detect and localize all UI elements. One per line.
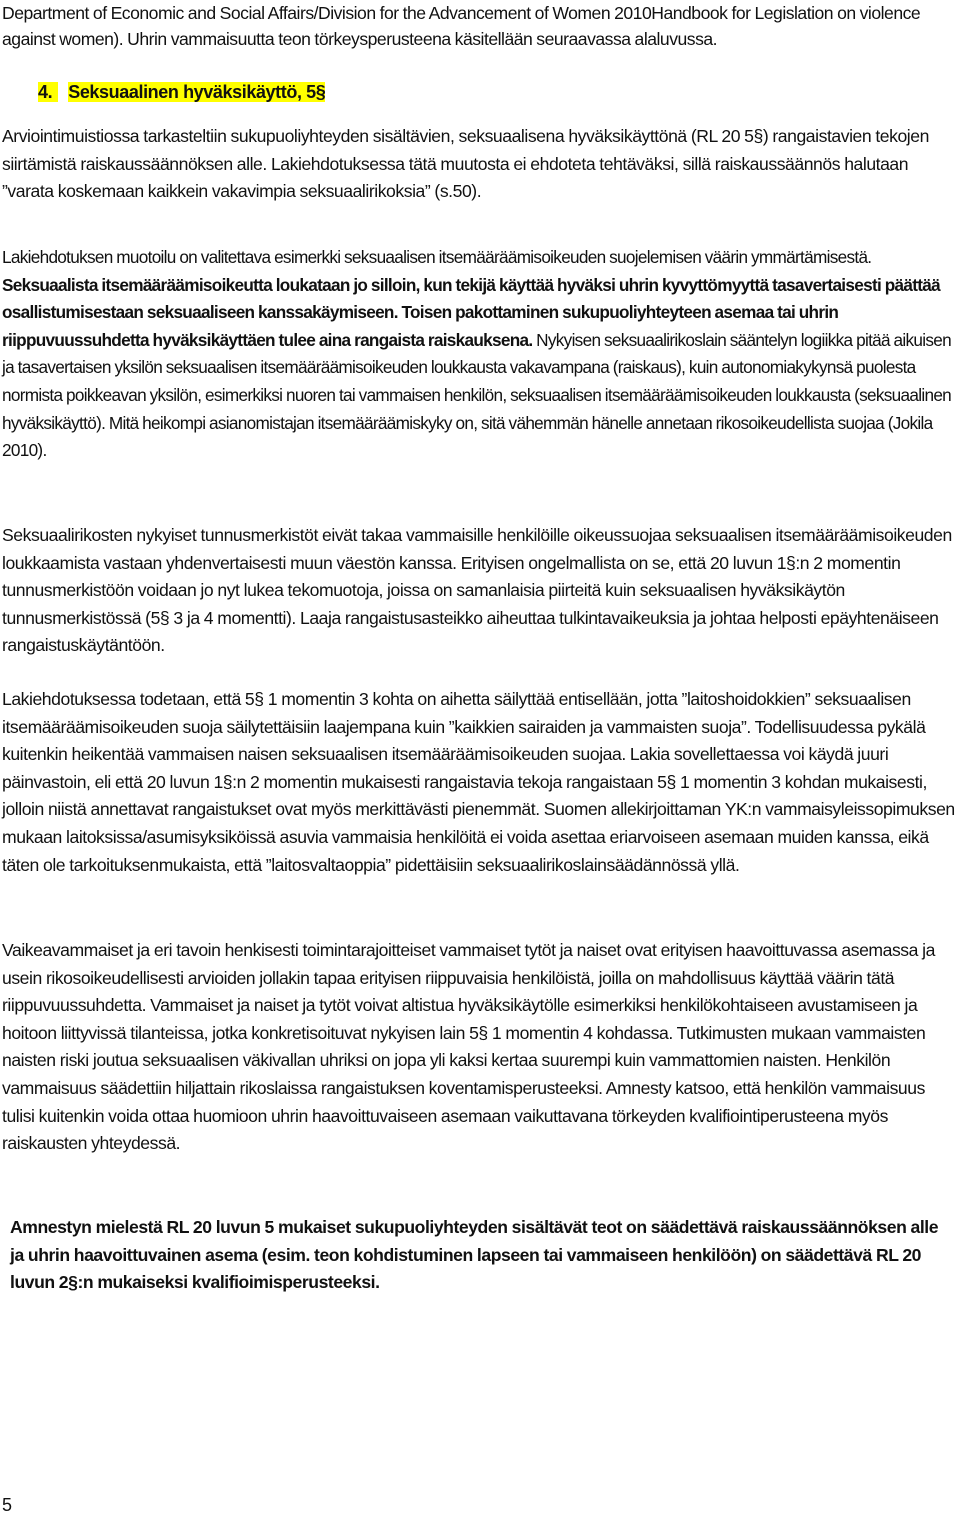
section-heading	[38, 79, 325, 106]
paragraph-institutional: Lakiehdotuksessa todetaan, että 5§ 1 momentin 3 kohta on aihetta säilyttää entisellään, jotta ”laitoshoidokkien” seksuaalisen itsemääräämisoikeuden suoja säilytettäisiin laajempana kuin ”kaikkien sairaiden ja vammaisten suoja”. Todellisuudessa pykälä kuitenkin heikentää vammaisen naisen seksuaalisen itsemääräämisoikeuden suojaa. Lakia sovellettaessa voi käydä juuri päinvastoin, eli että 20 luvun 1§:n 2 momentin mukaisesti rangaistavia tekoja rangaistaan 5§ 1 momentin 3 kohdan mukaisesti, jolloin niistä annettavat rangaistukset ovat myös merkittävästi pienemmät. Suomen allekirjoittaman YK:n vammaisyleissopimuksen mukaan laitoksissa/asumisyksiköissä asuvia vammaisia henkilöitä ei voida asettaa eriarvoiseen asemaan muiden kanssa, eikä täten ole tarkoituksenmukaista, että ”laitosvaltaoppia” pidettäisiin seksuaalirikoslainsäädännössä yllä.	[2, 689, 955, 875]
paragraph-assessment-text: Arviointimuistiossa tarkasteltiin sukupuoliyhteyden sisältävien, seksuaalisena hyväksikäyttönä (RL 20 5§) rangaistavien tekojen siirtämistä raiskaussäännöksen alle. Lakiehdotuksessa tätä muutosta ei ehdoteta tehtäväksi, sillä raiskaussäännös halutaan ”varata koskemaan kaikkein vakavimpia seksuaalirikoksia” (s.50).	[2, 126, 929, 202]
section-title: Seksuaalinen hyväksikäyttö, 5§	[68, 82, 326, 102]
paragraph-formulation-rest: Nykyisen seksuaalirikoslain sääntelyn logiikka pitää aikuisen ja tasavertaisen yksilön seksuaalisen itsemääräämisoikeuden loukkausta vakavampana (raiskaus), kuin autonomiakykynsä puolesta normista poikkeavan yksilön, esimerkiksi nuoren tai vammaisen henkilön, seksuaalisen itsemääräämisoikeuden loukkausta (seksuaalinen hyväksikäyttö). Mitä heikompi asianomistajan itsemääräämiskyky on, sitä vähemmän hänelle annetaan rikosoikeudellista suojaa (Jokila 2010).	[2, 329, 952, 461]
paragraph-vulnerability: Vaikeavammaiset ja eri tavoin henkisesti toimintarajoitteiset vammaiset tytöt ja naiset ovat erityisen haavoittuvassa asemassa ja usein rikosoikeudellisesti arvioiden jollakin tapaa erityisen riippuvaisia henkilöistä, joilla on mahdollisuus käyttää väärin tätä riippuvuussuhdetta. Vammaiset ja naiset ja tytöt voivat altistua hyväksikäytölle esimerkiksi henkilökohtaiseen avustamiseen ja hoitoon liittyvissä tilanteissa, jotka konkretisoituvat nykyisen lain 5§ 1 momentin 4 kohdassa. Tutkimusten mukaan vammaisten naisten riski joutua seksuaalisen väkivallan uhriksi on jopa yli kaksi kertaa suurempi kuin vammattomien naisten. Henkilön vammaisuus säädettiin hiljattain rikoslaissa rangaistuksen koventamisperusteeksi. Amnesty katsoo, että henkilön vammaisuus tulisi kuitenkin voida ottaa huomioon uhrin haavoittuvaiseen asemaan vaikuttavana törkeyden kvalifiointiperusteena myös raiskausten yhteydessä.	[2, 940, 935, 1154]
paragraph-criteria: Seksuaalirikosten nykyiset tunnusmerkistöt eivät takaa vammaisille henkilöille oikeussuojaa seksuaalisen itsemääräämisoikeuden loukkaamista vastaan yhdenvertaisesti muun väestön kanssa. Erityisen ongelmallista on se, että 20 luvun 1§:n 2 momentin tunnusmerkistöön voidaan jo nyt lukea tekomuotoja, joissa on samanlaisia piirteitä kuin seksuaalisen hyväksikäytön tunnusmerkistössä (5§ 3 ja 4 momentti). Laaja rangaistusasteikko aiheuttaa tulkintavaikeuksia ja johtaa helposti epäyhtenäiseen rangaistuskäytäntöön.	[2, 525, 952, 656]
paragraph-formulation-bold: Seksuaalista itsemääräämisoikeutta loukataan jo silloin, kun tekijä käyttää hyväksi uhrin kyvyttömyyttä tasavertaisesti päättää osallistumisestaan seksuaaliseen kanssakäymiseen. Toisen pakottaminen sukupuoliyhteyteen asemaa tai uhrin riippuvuussuhdetta hyväksikäyttäen tulee aina rangaista raiskauksena.	[2, 274, 941, 350]
paragraph-formulation	[2, 244, 956, 465]
paragraph-formulation-text: Lakiehdotuksen muotoilu on valitettava esimerkki seksuaalisen itsemääräämisoikeuden suojelemisen väärin ymmärtämisestä.	[2, 247, 872, 267]
conclusion-statement: Amnestyn mielestä RL 20 luvun 5 mukaiset sukupuoliyhteyden sisältävät teot on säädettävä raiskaussäännöksen alle ja uhrin haavoittuvainen asema (esim. teon kohdistuminen lapseen tai vammaiseen henkilöön) on säädettävä RL 20 luvun 2§:n mukaiseksi kvalifioimisperusteeksi.	[10, 1217, 939, 1293]
page-number: 5	[2, 1495, 13, 1515]
section-number: 4.	[38, 82, 58, 102]
paragraph-assessment	[2, 123, 956, 206]
intro-text: Department of Economic and Social Affairs/Division for the Advancement of Women 2010Handbook for Legislation on violence against women). Uhrin vammaisuutta teon törkeysperusteena käsitellään seuraavassa alaluvussa.	[2, 3, 921, 49]
